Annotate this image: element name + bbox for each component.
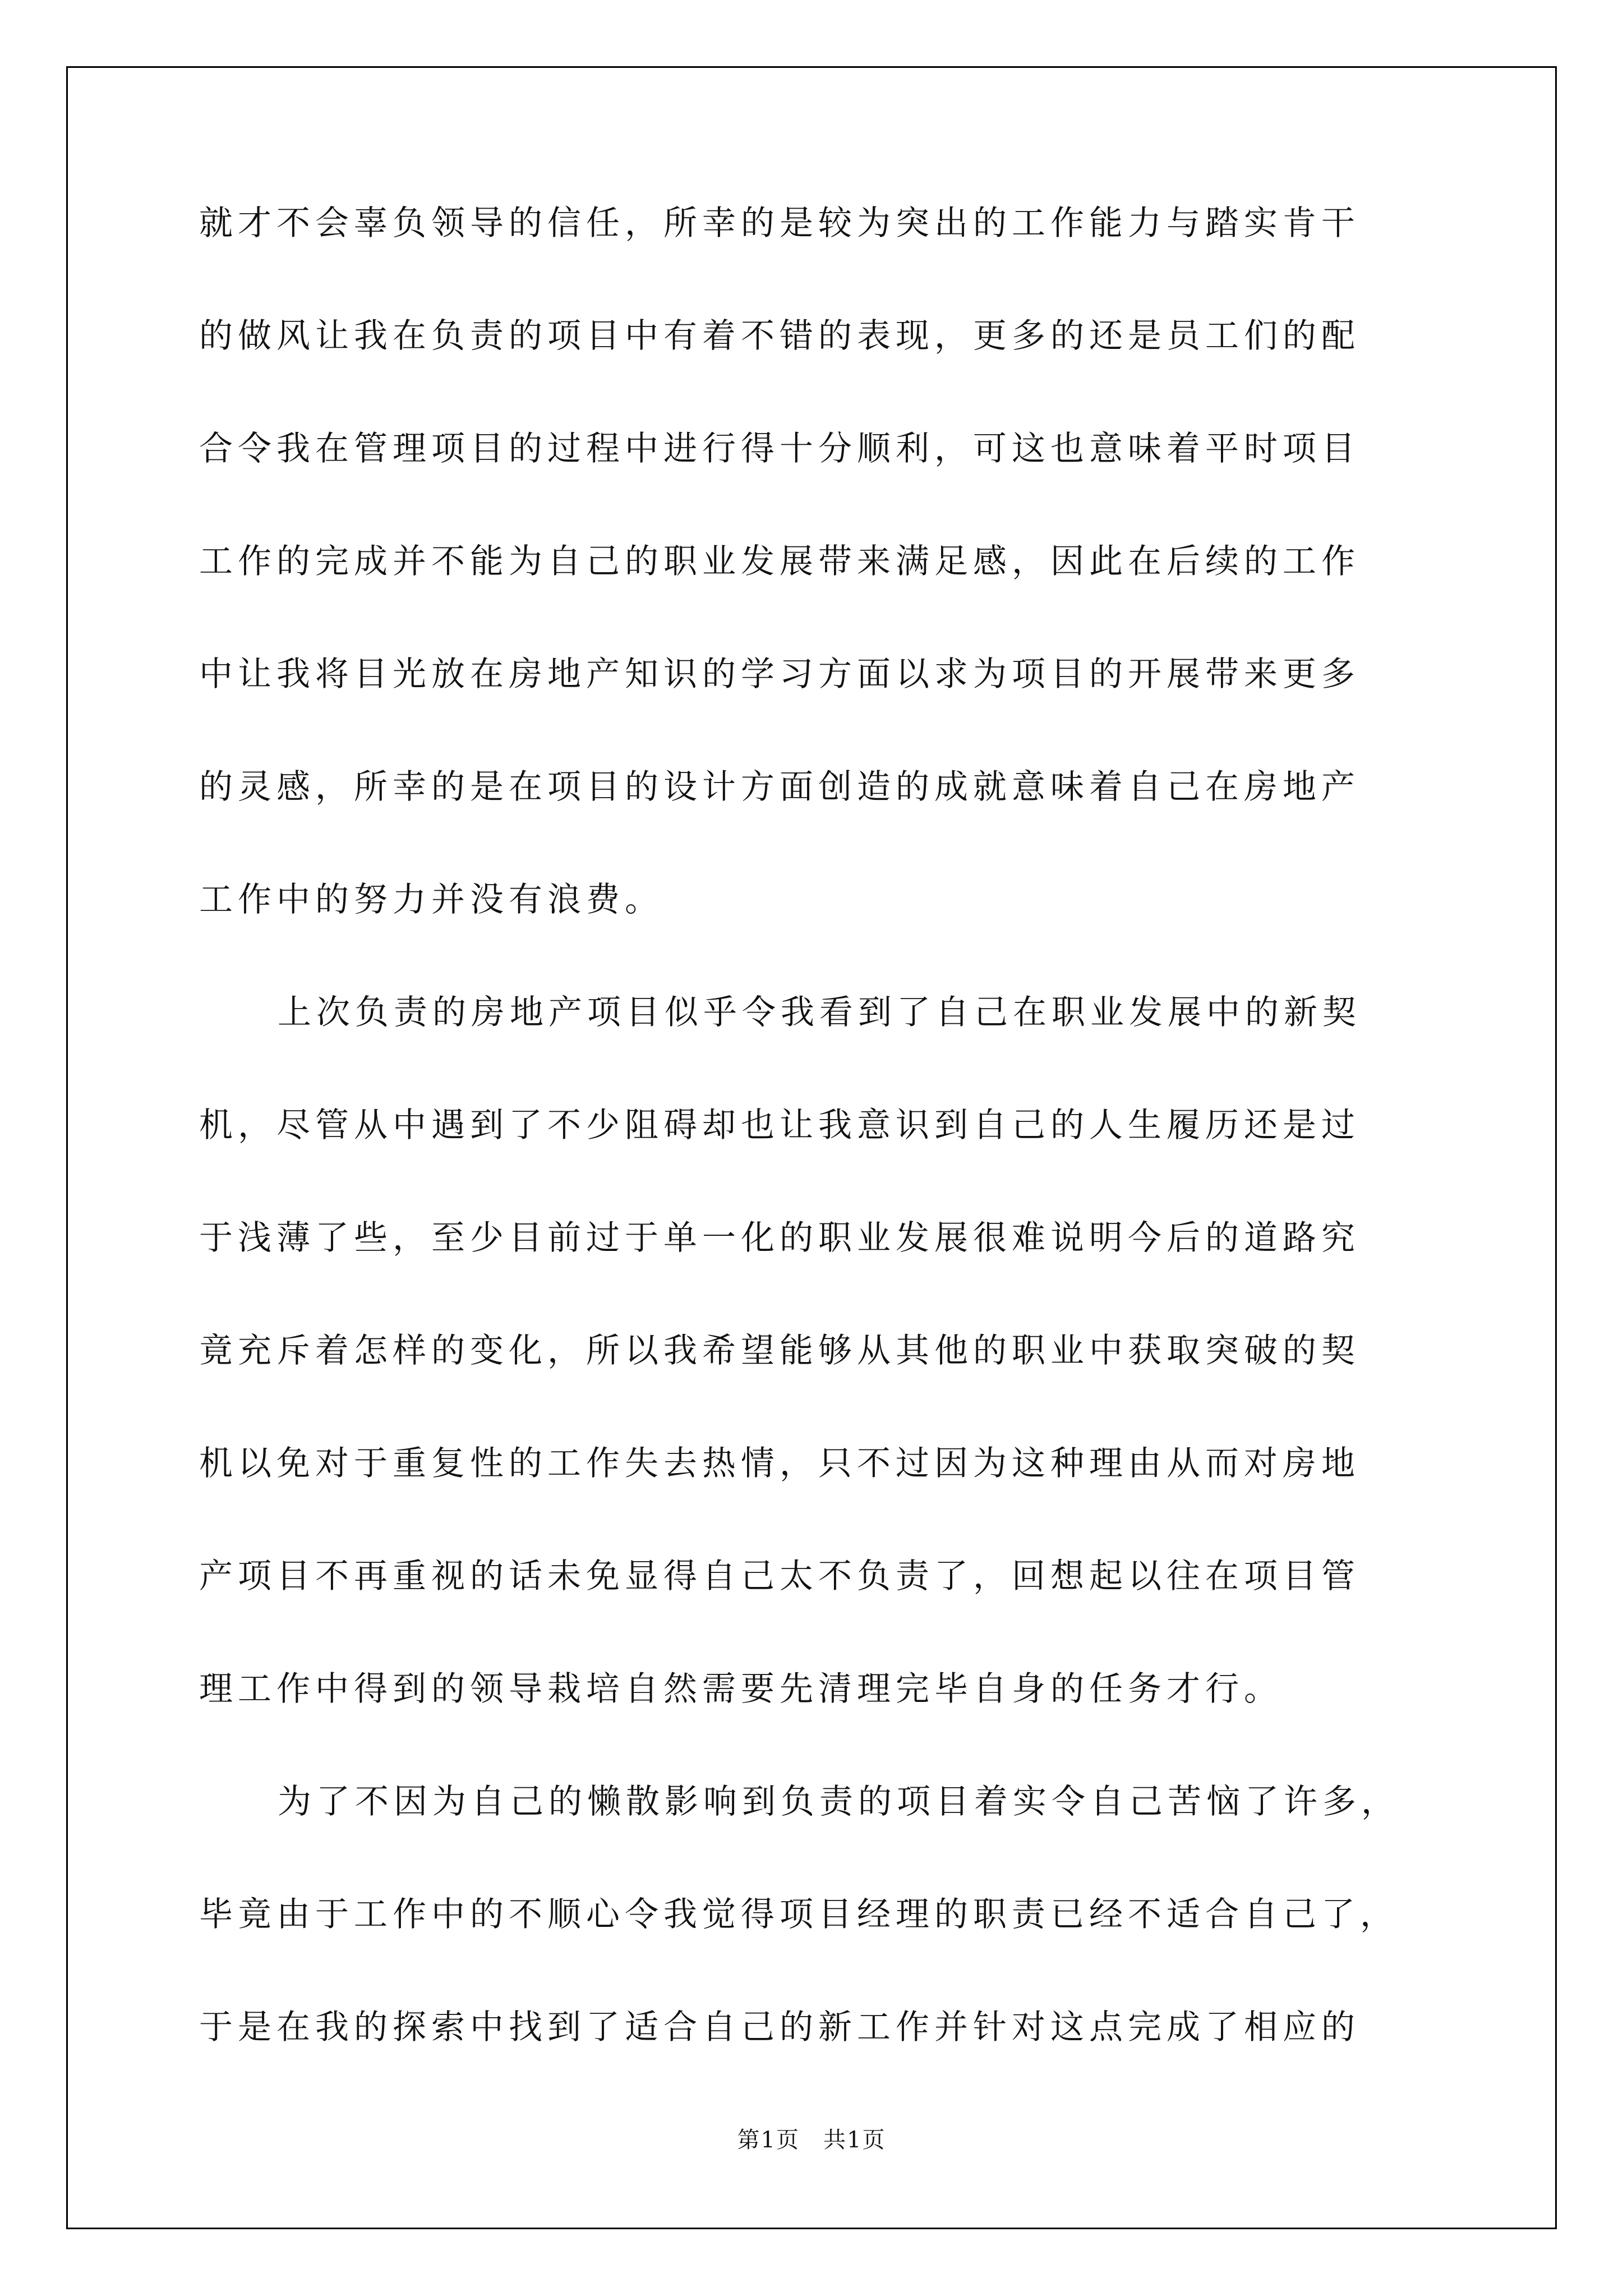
text-line: 就才不会辜负领导的信任，所幸的是较为突出的工作能力与踏实肯干 [199,204,1360,243]
document-body [199,206,1436,2123]
text-line: 工作中的努力并没有浪费。 [199,880,663,919]
text-line: 的做风让我在负责的项目中有着不错的表现，更多的还是员工们的配 [199,316,1360,356]
text-line: 工作的完成并不能为自己的职业发展带来满足感，因此在后续的工作 [199,542,1360,581]
text-line: 机，尽管从中遇到了不少阻碍却也让我意识到自己的人生履历还是过 [199,1106,1360,1145]
text-line: 理工作中得到的领导栽培自然需要先清理完毕自身的任务才行。 [199,1669,1283,1709]
text-line: 竟充斥着怎样的变化，所以我希望能够从其他的职业中获取突破的契 [199,1331,1360,1370]
text-line: 毕竟由于工作中的不顺心令我觉得项目经理的职责已经不适合自己了， [199,1895,1399,1934]
text-line: 于是在我的探索中找到了适合自己的新工作并针对这点完成了相应的 [199,2008,1360,2047]
page-footer [0,2128,1623,2152]
paragraph-first-line: 上次负责的房地产项目似乎令我看到了自己在职业发展中的新契 [278,993,1361,1032]
page-total: 共1页 [823,2127,886,2153]
text-line: 合令我在管理项目的过程中进行得十分顺利，可这也意味着平时项目 [199,429,1360,468]
page-number: 第1页 [737,2127,800,2153]
text-line: 的灵感，所幸的是在项目的设计方面创造的成就意味着自己在房地产 [199,767,1360,807]
paragraph-first-line: 为了不因为自己的懒散影响到负责的项目着实令自己苦恼了许多， [278,1782,1400,1821]
text-line: 中让我将目光放在房地产知识的学习方面以求为项目的开展带来更多 [199,655,1360,694]
text-line: 机以免对于重复性的工作失去热情，只不过因为这种理由从而对房地 [199,1444,1360,1483]
text-line: 于浅薄了些，至少目前过于单一化的职业发展很难说明今后的道路究 [199,1218,1360,1258]
text-line: 产项目不再重视的话未免显得自己太不负责了，回想起以往在项目管 [199,1557,1360,1596]
